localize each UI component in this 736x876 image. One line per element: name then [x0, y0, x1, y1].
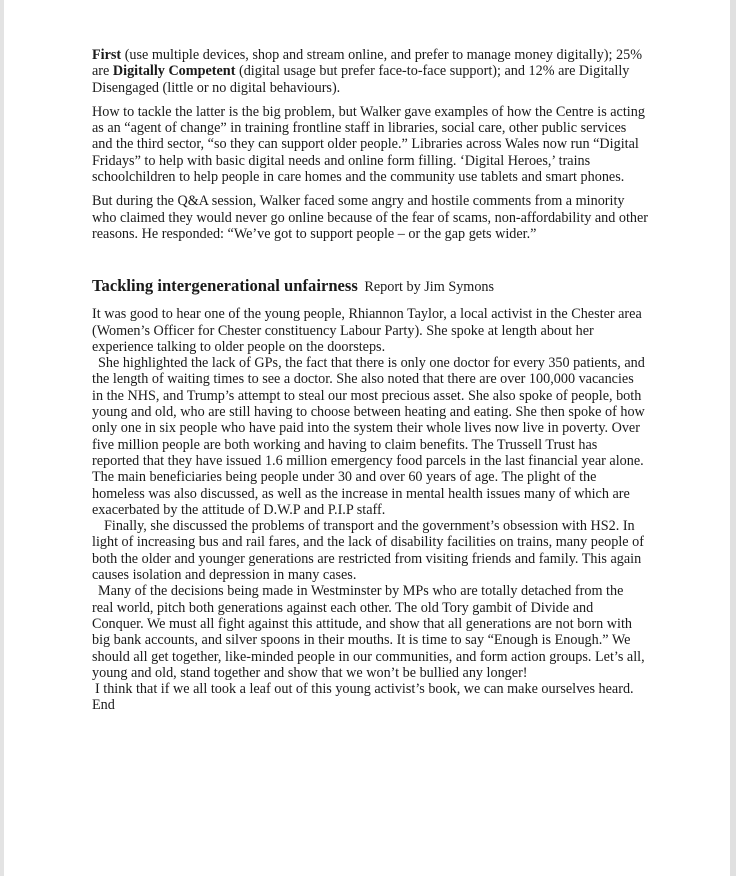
article-heading: [92, 276, 648, 297]
page-right-edge: [730, 0, 736, 876]
article-paragraph: I think that if we all took a leaf out of this young activist’s book, we can make ourselves heard.: [95, 681, 634, 698]
page-left-edge: [0, 0, 4, 876]
bold-term-digitally-competent: Digitally Competent: [112, 63, 236, 80]
intro-paragraph-1: First (use multiple devices, shop and stream online, and prefer to manage money digitally); 25% are Digitally Competent (digital usage but prefer face-to-face support); and 12% are Digitally Disengaged (little or no digital behaviours).: [92, 47, 643, 96]
article-byline: Report by Jim Symons: [364, 279, 495, 296]
document-page: [92, 47, 648, 714]
intro-paragraph-3: But during the Q&A session, Walker faced some angry and hostile comments from a minority who claimed they would never go online because of the fear of scams, non-affordability and other reasons. He responded: “We’ve got to support people – or the gap gets wider.”: [92, 193, 649, 242]
article-paragraph: Finally, she discussed the problems of transport and the government’s obsession with HS2. In light of increasing bus and rail fares, and the lack of disability facilities on trains, many people of both the older and younger generations are restricted from visiting friends and family. This again causes isolation and depression in many cases.: [92, 518, 644, 584]
article-paragraph: It was good to hear one of the young people, Rhiannon Taylor, a local activist in the Chester area (Women’s Officer for Chester constituency Labour Party). She spoke at length about her experience talking to older people on the doorsteps.: [92, 306, 642, 355]
article-paragraph: She highlighted the lack of GPs, the fact that there is only one doctor for every 350 patients, and the length of waiting times to see a doctor. She also noted that there are over 100,000 vacancies in the NHS, and Trump’s attempt to steal our most precious asset. She also spoke of people, both young and old, who are still having to choose between heating and eating. She then spoke of how only one in six people who have paid into the system their whole lives now live in poverty. Over five million people are both working and having to claim benefits. The Trussell Trust has reported that they have issued 1.6 million emergency food parcels in the last financial year alone. The main beneficiaries being people under 30 and over 60 years of age. The plight of the homeless was also discussed, as well as the increase in mental health issues many of which are exacerbated by the attitude of D.W.P and P.I.P staff.: [92, 355, 645, 518]
article-title: Tackling intergenerational unfairness: [92, 276, 358, 296]
bold-term-first: First: [92, 47, 122, 63]
article-paragraph: Many of the decisions being made in Westminster by MPs who are totally detached from the real world, pitch both generations against each other. The old Tory gambit of Divide and Conquer. We must all fight against this attitude, and show that all generations are not born with big bank accounts, and silver spoons in their mouths. It is time to say “Enough is Enough.” We should all get together, like-minded people in our communities, and form action groups. Let’s all, young and old, stand together and show that we won’t be bullied any longer!: [92, 583, 645, 681]
article-end-marker: End: [92, 697, 115, 714]
intro-paragraph-2: How to tackle the latter is the big problem, but Walker gave examples of how the Centre is acting as an “agent of change” in training frontline staff in libraries, social care, other public services and the third sector, “so they can support older people.” Libraries across Wales now run “Digital Fridays” to help with basic digital needs and online form filling. ‘Digital Heroes,’ trains schoolchildren to help people in care homes and the community use tablets and smart phones.: [92, 103, 645, 186]
